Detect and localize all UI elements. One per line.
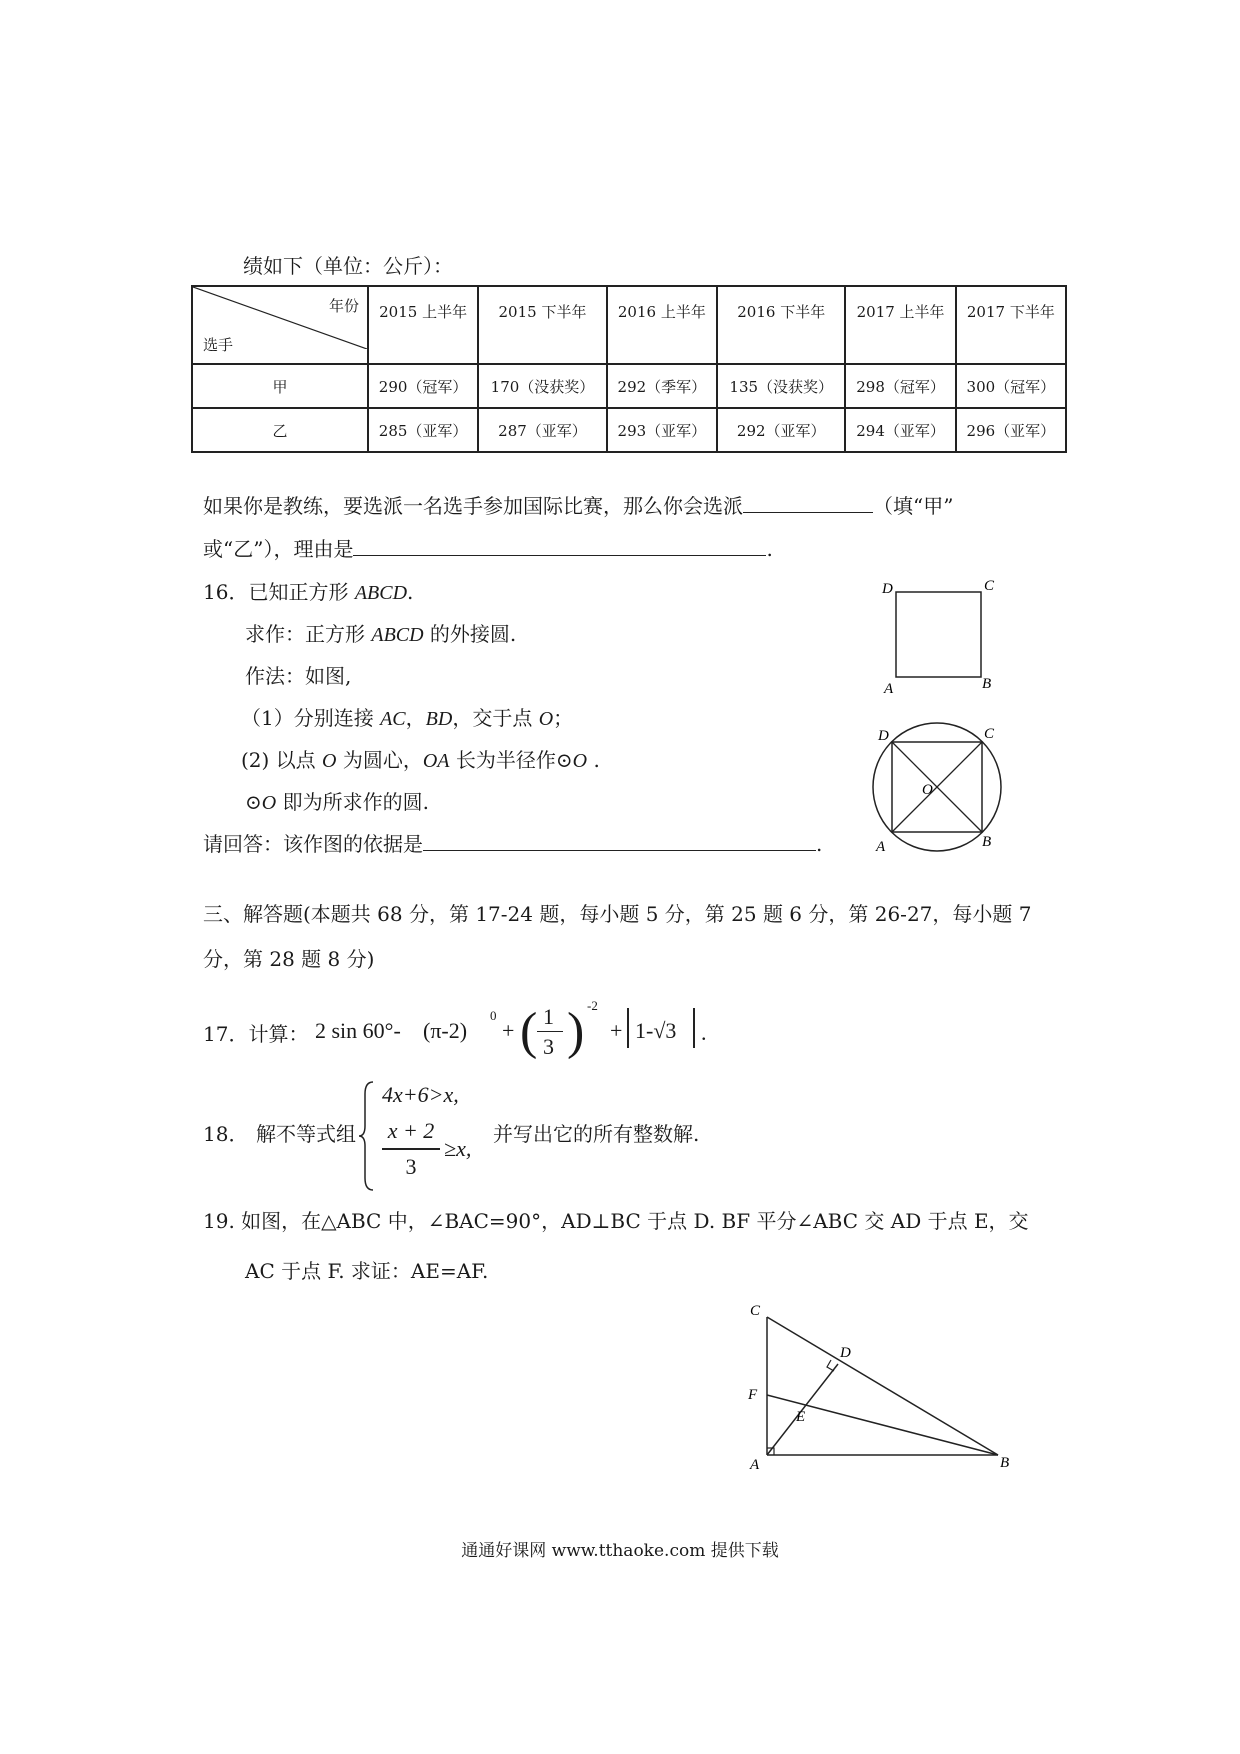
label-b: B	[982, 834, 992, 850]
label-a: A	[876, 839, 886, 855]
q18-tail: 并写出它的所有整数解.	[493, 1122, 700, 1146]
table-cell: 292（亚军）	[717, 408, 845, 452]
label-a: A	[884, 681, 894, 697]
player-name: 乙	[192, 408, 368, 452]
segment-bc	[767, 1317, 998, 1455]
table-intro: 绩如下（单位：公斤）：	[243, 254, 453, 278]
label-d: D	[840, 1345, 851, 1361]
table-cell: 287（亚军）	[478, 408, 606, 452]
circumcircle-figure	[860, 718, 1010, 858]
table-cell: 293（亚军）	[607, 408, 717, 452]
q16-method: 作法：如图,	[245, 664, 352, 688]
label-d: D	[882, 581, 893, 597]
section3-heading: 三、解答题(本题共 68 分，第 17-24 题，每小题 5 分，第 25 题 6 分，第 26-27，每小题 7	[203, 902, 1032, 926]
q16-title: 16．已知正方形 ABCD.	[203, 580, 414, 604]
table-header-row	[192, 286, 1066, 364]
q18-inequality-1: 4x+6>x,	[382, 1082, 459, 1107]
answer-blank[interactable]	[423, 849, 816, 851]
diagonal-header-cell	[192, 286, 368, 364]
answer-blank[interactable]	[743, 511, 873, 513]
label-a: A	[750, 1457, 760, 1473]
answer-blank[interactable]	[353, 554, 766, 556]
q15-reason-label: 或“乙”），理由是	[203, 537, 354, 561]
label-e: E	[796, 1409, 806, 1425]
table-row	[192, 408, 1066, 452]
q18-text: 解不等式组	[256, 1122, 356, 1146]
corner-player-label: 选手	[203, 336, 234, 354]
q15-line1	[203, 490, 953, 519]
table-cell: 292（季军）	[607, 364, 717, 408]
table-cell: 300（冠军）	[956, 364, 1066, 408]
brace-icon	[357, 1080, 377, 1192]
q15-end: .	[766, 537, 773, 561]
q16-ask: 请回答：该作图的依据是 .	[203, 832, 823, 856]
column-header: 2017 上半年	[845, 286, 955, 364]
table-cell: 135（没获奖）	[717, 364, 845, 408]
label-b: B	[1000, 1455, 1010, 1471]
q18-label: 18．	[203, 1122, 249, 1146]
column-header: 2016 下半年	[717, 286, 845, 364]
table-cell: 294（亚军）	[845, 408, 955, 452]
q15-tail: （填“甲”	[873, 494, 954, 518]
q15-line2	[203, 533, 773, 562]
footer-text: 通通好课网 www.tthaoke.com 提供下载	[461, 1541, 779, 1561]
q16-step2: (2) 以点 O 为圆心，OA 长为半径作⊙O .	[241, 748, 600, 772]
triangle-figure	[740, 1295, 1020, 1475]
q16-result: ⊙O 即为所求作的圆.	[245, 790, 429, 814]
square-figure	[870, 570, 1000, 700]
q17-label: 17．计算：	[203, 1022, 309, 1046]
table-cell: 285（亚军）	[368, 408, 478, 452]
corner-year-label: 年份	[328, 297, 359, 315]
label-b: B	[982, 676, 992, 692]
q19-line2: AC 于点 F. 求证：AE=AF.	[245, 1259, 489, 1283]
q19-line1: 19. 如图，在△ABC 中，∠BAC=90°，AD⊥BC 于点 D. BF 平分∠ABC 交 AD 于点 E，交	[203, 1209, 1029, 1233]
scores-table	[191, 285, 1067, 453]
section3-heading-cont: 分，第 28 题 8 分)	[203, 947, 375, 971]
table-cell: 290（冠军）	[368, 364, 478, 408]
label-d: D	[878, 728, 889, 744]
q15-text: 如果你是教练，要选派一名选手参加国际比赛，那么你会选派	[203, 494, 743, 518]
square-abcd	[896, 592, 981, 677]
table-cell: 298（冠军）	[845, 364, 955, 408]
player-name: 甲	[192, 364, 368, 408]
table-row	[192, 364, 1066, 408]
label-c: C	[984, 726, 995, 742]
label-c: C	[750, 1303, 761, 1319]
label-f: F	[748, 1387, 758, 1403]
column-header: 2015 下半年	[478, 286, 606, 364]
label-o: O	[922, 782, 933, 798]
q16-task: 求作：正方形 ABCD 的外接圆.	[245, 622, 517, 646]
column-header: 2016 上半年	[607, 286, 717, 364]
column-header: 2015 上半年	[368, 286, 478, 364]
table-cell: 296（亚军）	[956, 408, 1066, 452]
q16-step1: （1）分别连接 AC，BD，交于点 O；	[241, 706, 574, 730]
segment-bf	[767, 1395, 998, 1455]
column-header: 2017 下半年	[956, 286, 1066, 364]
table-cell: 170（没获奖）	[478, 364, 606, 408]
label-c: C	[984, 578, 995, 594]
